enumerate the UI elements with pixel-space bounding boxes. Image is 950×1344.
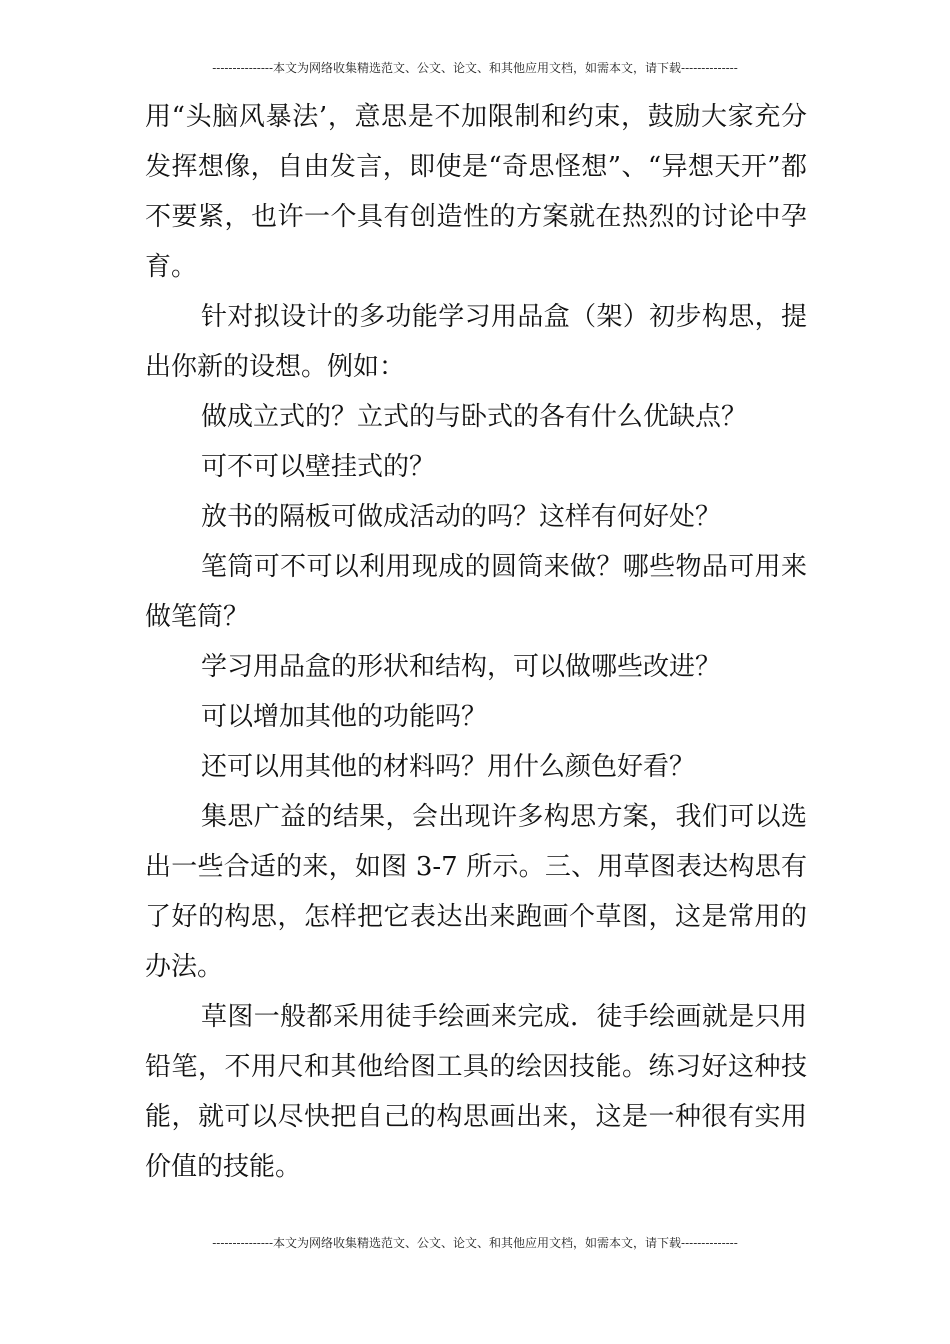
paragraph: 笔筒可不可以利用现成的圆筒来做？哪些物品可用来做笔筒？ xyxy=(145,552,807,632)
page-header: ---------------本文为网络收集精选范文、公文、论文、和其他应用文档，如需本文，请下载-------------- xyxy=(212,61,738,75)
paragraph: 学习用品盒的形状和结构，可以做哪些改进？ xyxy=(201,652,722,682)
paragraph: 放书的隔板可做成活动的吗？这样有何好处？ xyxy=(201,502,722,532)
paragraph: 可以增加其他的功能吗？ xyxy=(201,702,488,732)
document-body xyxy=(145,92,807,1192)
paragraph: 草图一般都采用徒手绘画来完成．徒手绘画就是只用铅笔，不用尺和其他给图工具的绘因技能。练习好这种技能，就可以尽快把自己的构思画出来，这是一种很有实用价值的技能。 xyxy=(145,1002,807,1182)
paragraph: 针对拟设计的多功能学习用品盒（架）初步构思，提出你新的设想。例如： xyxy=(145,302,807,382)
paragraph: 做成立式的？立式的与卧式的各有什么优缺点？ xyxy=(201,402,748,432)
paragraph: 还可以用其他的材料吗？用什么颜色好看？ xyxy=(201,752,696,782)
paragraph: 集思广益的结果，会出现许多构思方案，我们可以选出一些合适的来，如图 3-7 所示。三、用草图表达构思有了好的构思，怎样把它表达出来跑画个草图，这是常用的办法。 xyxy=(145,802,807,982)
page-footer: ---------------本文为网络收集精选范文、公文、论文、和其他应用文档，如需本文，请下载-------------- xyxy=(212,1236,738,1250)
paragraph: 可不可以壁挂式的？ xyxy=(201,452,436,482)
paragraph: 用“头脑风暴法’，意思是不加限制和约束，鼓励大家充分发挥想像，自由发言，即使是“奇思怪想”、“异想天开”都不要紧，也许一个具有创造性的方案就在热烈的讨论中孕育。 xyxy=(145,102,807,282)
